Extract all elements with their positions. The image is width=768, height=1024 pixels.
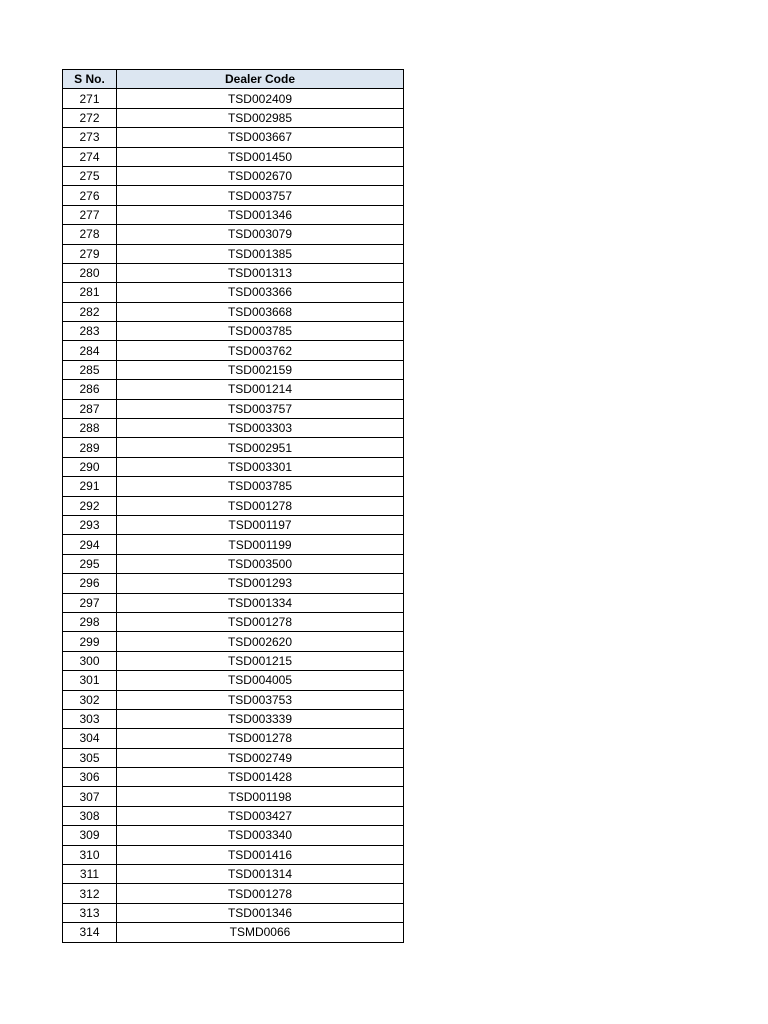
cell-dealer-code: TSD003366	[117, 283, 404, 302]
cell-dealer-code: TSD001215	[117, 651, 404, 670]
column-header-dealer-code: Dealer Code	[117, 70, 404, 89]
table-row	[63, 341, 404, 360]
cell-sno: 273	[63, 128, 117, 147]
cell-sno: 297	[63, 593, 117, 612]
cell-sno: 274	[63, 147, 117, 166]
table-row	[63, 671, 404, 690]
cell-sno: 299	[63, 632, 117, 651]
cell-dealer-code: TSD001416	[117, 845, 404, 864]
cell-dealer-code: TSD003668	[117, 302, 404, 321]
cell-dealer-code: TSD001278	[117, 729, 404, 748]
cell-dealer-code: TSD003757	[117, 399, 404, 418]
cell-dealer-code: TSD003667	[117, 128, 404, 147]
cell-dealer-code: TSD003301	[117, 457, 404, 476]
table-row	[63, 477, 404, 496]
cell-dealer-code: TSD003079	[117, 225, 404, 244]
cell-sno: 309	[63, 826, 117, 845]
cell-sno: 302	[63, 690, 117, 709]
table-row	[63, 593, 404, 612]
cell-sno: 298	[63, 612, 117, 631]
cell-sno: 281	[63, 283, 117, 302]
table-row	[63, 225, 404, 244]
cell-dealer-code: TSD001334	[117, 593, 404, 612]
cell-sno: 303	[63, 709, 117, 728]
cell-sno: 293	[63, 515, 117, 534]
table-row	[63, 709, 404, 728]
cell-dealer-code: TSD001278	[117, 496, 404, 515]
cell-dealer-code: TSD001278	[117, 612, 404, 631]
table-row	[63, 845, 404, 864]
cell-sno: 307	[63, 787, 117, 806]
cell-sno: 276	[63, 186, 117, 205]
cell-dealer-code: TSD001346	[117, 205, 404, 224]
cell-sno: 301	[63, 671, 117, 690]
table-row	[63, 302, 404, 321]
table-row	[63, 457, 404, 476]
cell-sno: 305	[63, 748, 117, 767]
cell-sno: 280	[63, 263, 117, 282]
cell-sno: 286	[63, 380, 117, 399]
cell-dealer-code: TSD002951	[117, 438, 404, 457]
table-row	[63, 399, 404, 418]
cell-sno: 275	[63, 166, 117, 185]
cell-dealer-code: TSD001385	[117, 244, 404, 263]
cell-sno: 295	[63, 554, 117, 573]
table-row	[63, 574, 404, 593]
table-row	[63, 380, 404, 399]
table-body	[63, 89, 404, 942]
header-row	[63, 70, 404, 89]
cell-sno: 290	[63, 457, 117, 476]
cell-dealer-code: TSD003753	[117, 690, 404, 709]
cell-dealer-code: TSD003340	[117, 826, 404, 845]
table-row	[63, 651, 404, 670]
table-row	[63, 515, 404, 534]
cell-dealer-code: TSD002409	[117, 89, 404, 108]
cell-dealer-code: TSD002670	[117, 166, 404, 185]
cell-sno: 310	[63, 845, 117, 864]
dealer-table-container	[62, 69, 404, 943]
table-row	[63, 632, 404, 651]
cell-dealer-code: TSD001198	[117, 787, 404, 806]
table-row	[63, 729, 404, 748]
table-row	[63, 128, 404, 147]
table-row	[63, 186, 404, 205]
table-header	[63, 70, 404, 89]
cell-dealer-code: TSD001314	[117, 865, 404, 884]
cell-dealer-code: TSMD0066	[117, 923, 404, 942]
cell-sno: 294	[63, 535, 117, 554]
table-row	[63, 360, 404, 379]
table-row	[63, 419, 404, 438]
table-row	[63, 438, 404, 457]
cell-sno: 278	[63, 225, 117, 244]
cell-sno: 285	[63, 360, 117, 379]
cell-dealer-code: TSD001313	[117, 263, 404, 282]
table-row	[63, 244, 404, 263]
cell-sno: 311	[63, 865, 117, 884]
cell-dealer-code: TSD004005	[117, 671, 404, 690]
cell-dealer-code: TSD003339	[117, 709, 404, 728]
cell-dealer-code: TSD003785	[117, 477, 404, 496]
cell-dealer-code: TSD001199	[117, 535, 404, 554]
table-row	[63, 108, 404, 127]
cell-dealer-code: TSD001197	[117, 515, 404, 534]
cell-sno: 308	[63, 806, 117, 825]
cell-sno: 277	[63, 205, 117, 224]
cell-dealer-code: TSD001214	[117, 380, 404, 399]
cell-sno: 284	[63, 341, 117, 360]
cell-dealer-code: TSD002749	[117, 748, 404, 767]
table-row	[63, 826, 404, 845]
table-row	[63, 748, 404, 767]
cell-sno: 296	[63, 574, 117, 593]
cell-dealer-code: TSD003427	[117, 806, 404, 825]
table-row	[63, 690, 404, 709]
cell-dealer-code: TSD001450	[117, 147, 404, 166]
cell-sno: 292	[63, 496, 117, 515]
table-row	[63, 806, 404, 825]
table-row	[63, 89, 404, 108]
table-row	[63, 787, 404, 806]
cell-sno: 304	[63, 729, 117, 748]
cell-dealer-code: TSD001278	[117, 884, 404, 903]
table-row	[63, 768, 404, 787]
table-row	[63, 865, 404, 884]
column-header-sno: S No.	[63, 70, 117, 89]
cell-sno: 313	[63, 903, 117, 922]
cell-dealer-code: TSD003762	[117, 341, 404, 360]
cell-dealer-code: TSD002620	[117, 632, 404, 651]
table-row	[63, 903, 404, 922]
table-row	[63, 923, 404, 942]
cell-sno: 289	[63, 438, 117, 457]
cell-sno: 312	[63, 884, 117, 903]
cell-dealer-code: TSD003500	[117, 554, 404, 573]
table-row	[63, 147, 404, 166]
cell-dealer-code: TSD002159	[117, 360, 404, 379]
table-row	[63, 205, 404, 224]
table-row	[63, 263, 404, 282]
cell-sno: 291	[63, 477, 117, 496]
cell-sno: 314	[63, 923, 117, 942]
cell-dealer-code: TSD001428	[117, 768, 404, 787]
cell-sno: 288	[63, 419, 117, 438]
table-row	[63, 322, 404, 341]
table-row	[63, 496, 404, 515]
table-row	[63, 554, 404, 573]
cell-dealer-code: TSD001293	[117, 574, 404, 593]
cell-dealer-code: TSD001346	[117, 903, 404, 922]
cell-dealer-code: TSD003785	[117, 322, 404, 341]
table-row	[63, 283, 404, 302]
cell-dealer-code: TSD003757	[117, 186, 404, 205]
cell-sno: 306	[63, 768, 117, 787]
cell-sno: 283	[63, 322, 117, 341]
cell-sno: 300	[63, 651, 117, 670]
table-row	[63, 166, 404, 185]
cell-sno: 287	[63, 399, 117, 418]
cell-sno: 282	[63, 302, 117, 321]
cell-sno: 272	[63, 108, 117, 127]
cell-sno: 279	[63, 244, 117, 263]
cell-dealer-code: TSD003303	[117, 419, 404, 438]
cell-sno: 271	[63, 89, 117, 108]
cell-dealer-code: TSD002985	[117, 108, 404, 127]
table-row	[63, 612, 404, 631]
dealer-code-table	[62, 69, 404, 943]
table-row	[63, 884, 404, 903]
table-row	[63, 535, 404, 554]
